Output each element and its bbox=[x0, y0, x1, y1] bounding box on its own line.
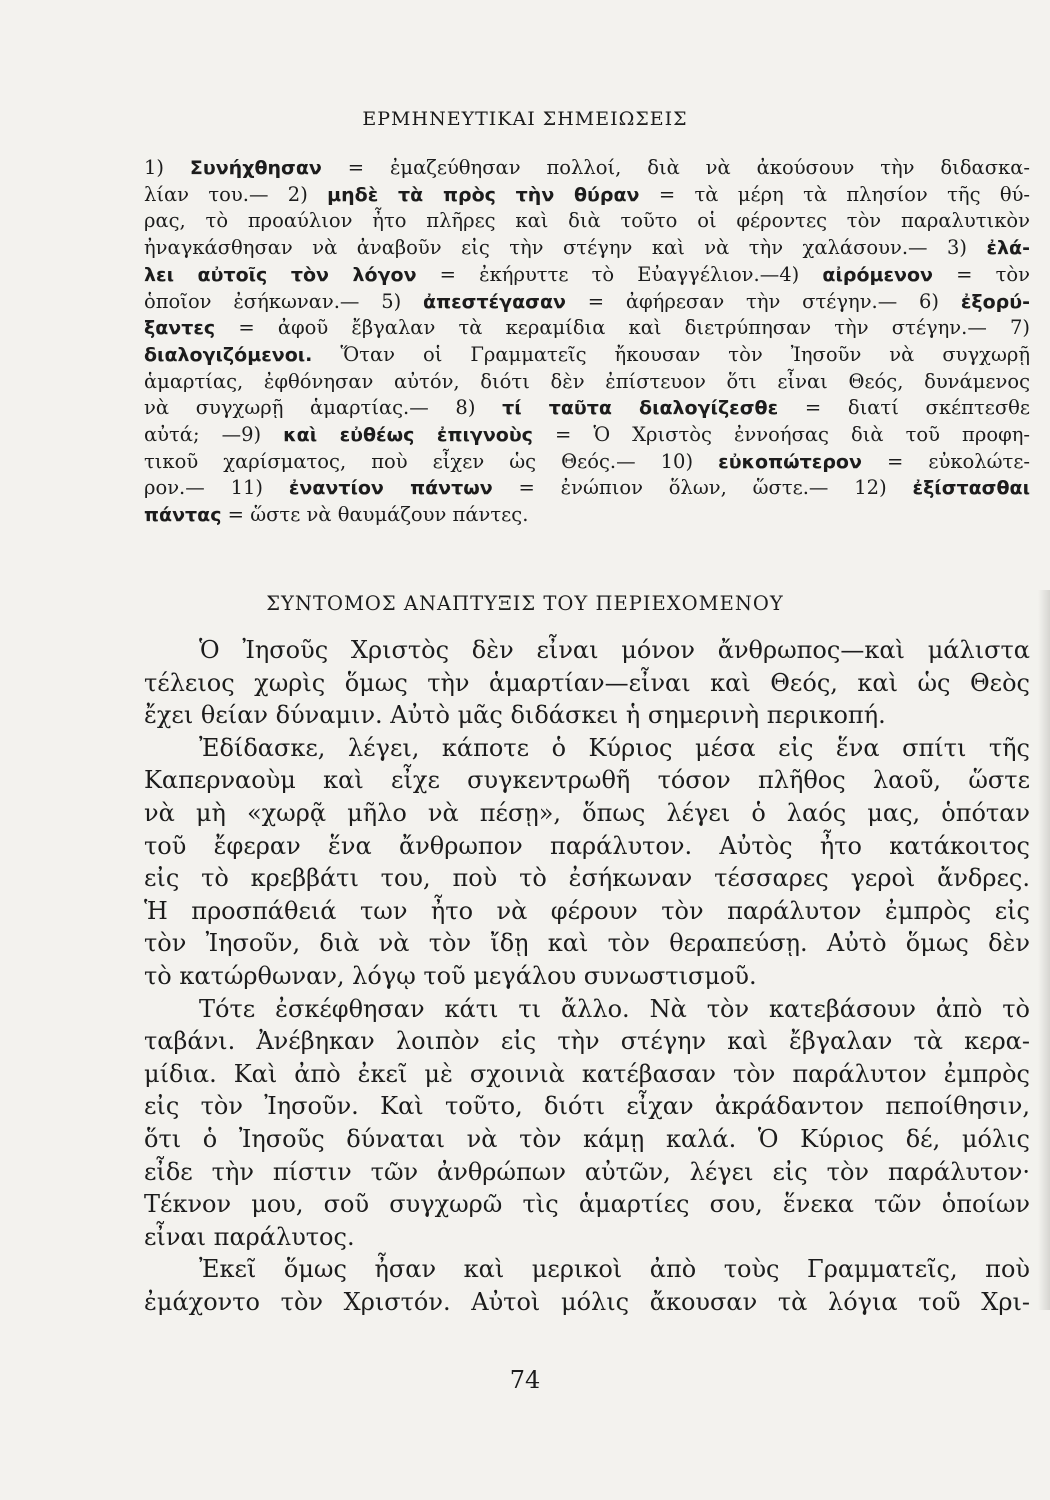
body-line: νὰ μὴ «χωρᾷ μῆλο νὰ πέσῃ», ὅπως λέγει ὁ λαός μας, ὁπόταν bbox=[144, 798, 1030, 827]
note-line bbox=[144, 422, 1030, 449]
page-edge-shadow bbox=[1038, 590, 1050, 1310]
note-text: = Ὁ Χριστὸς ἐννοήσας διὰ τοῦ προφη- bbox=[532, 423, 1030, 447]
note-text: = τὸν bbox=[933, 262, 1030, 286]
note-text: Ὅταν οἱ Γραμματεῖς ἤκουσαν τὸν Ἰησοῦν νὰ συγχωρῇ bbox=[312, 342, 1030, 366]
note-line bbox=[144, 262, 1030, 289]
note-lemma: αἰρόμενον bbox=[822, 263, 933, 286]
note-lemma: ἐξορύ- bbox=[960, 290, 1030, 313]
note-line bbox=[144, 395, 1030, 422]
body-line: μίδια. Καὶ ἀπὸ ἐκεῖ μὲ σχοινιὰ κατέβασαν τὸν παράλυτον ἐμπρὸς bbox=[144, 1059, 1030, 1088]
body-line: ἔχει θείαν δύναμιν. Αὐτὸ μᾶς διδάσκει ἡ σημερινὴ περικοπή. bbox=[144, 701, 886, 730]
note-lemma: ἐναντίον πάντων bbox=[288, 477, 493, 500]
section-title: ΣΥΝΤΟΜΟΣ ΑΝΑΠΤΥΞΙΣ ΤΟΥ ΠΕΡΙΕΧΟΜΕΝΟΥ bbox=[266, 592, 784, 615]
note-text: = ἐκήρυττε τὸ Εὐαγγέλιον.—4) bbox=[416, 262, 823, 286]
running-head: ΕΡΜΗΝΕΥΤΙΚΑΙ ΣΗΜΕΙΩΣΕΙΣ bbox=[362, 108, 688, 130]
note-line bbox=[144, 155, 1030, 182]
note-text: 1) bbox=[144, 156, 190, 179]
body-line: τέλειος χωρὶς ὅμως τὴν ἁμαρτίαν—εἶναι καὶ Θεός, καὶ ὡς Θεὸς bbox=[144, 668, 1030, 697]
body-line: εἶδε τὴν πίστιν τῶν ἀνθρώπων αὐτῶν, λέγει εἰς τὸν παράλυτον· bbox=[144, 1157, 1030, 1186]
note-text: ρον.— 11) bbox=[144, 476, 289, 500]
note-lemma: ξαντες bbox=[144, 317, 216, 340]
note-line bbox=[144, 449, 1030, 476]
note-line bbox=[144, 182, 1030, 209]
note-text: ἁμαρτίας, ἐφθόνησαν αὐτόν, διότι δὲν ἐπίστευον ὅτι εἶναι Θεός, δυνάμενος bbox=[144, 369, 1030, 393]
note-text: ἠναγκάσθησαν νὰ ἀναβοῦν εἰς τὴν στέγην καὶ νὰ τὴν χαλάσουν.— 3) bbox=[144, 236, 987, 260]
note-lemma: ἐξίστασθαι bbox=[912, 477, 1030, 500]
body-line: Ὁ Ἰησοῦς Χριστὸς δὲν εἶναι μόνον ἄνθρωπος—καὶ μάλιστα bbox=[199, 636, 1030, 664]
note-text: = ἀφοῦ ἔβγαλαν τὰ κεραμίδια καὶ διετρύπησαν τὴν στέγην.— 7) bbox=[215, 316, 1030, 340]
note-text: αὐτά; —9) bbox=[144, 423, 284, 447]
body-text bbox=[144, 634, 1030, 1318]
note-text: λίαν του.— 2) bbox=[144, 182, 328, 206]
note-line bbox=[144, 502, 1030, 529]
note-line bbox=[144, 342, 1030, 369]
body-line: ταβάνι. Ἀνέβηκαν λοιπὸν εἰς τὴν στέγην καὶ ἔβγαλαν τὰ κερα- bbox=[144, 1027, 1030, 1056]
note-lemma: καὶ εὐθέως ἐπιγνοὺς bbox=[283, 424, 533, 447]
note-line bbox=[144, 208, 1030, 235]
note-text: νὰ συγχωρῇ ἁμαρτίας.— 8) bbox=[144, 396, 503, 420]
body-line: Ἐκεῖ ὅμως ἦσαν καὶ μερικοὶ ἀπὸ τοὺς Γραμματεῖς, ποὺ bbox=[199, 1255, 1030, 1284]
body-line: εἰς τὸν Ἰησοῦν. Καὶ τοῦτο, διότι εἶχαν ἀκράδαντον πεποίθησιν, bbox=[144, 1092, 1030, 1121]
body-line: τὸν Ἰησοῦν, διὰ νὰ τὸν ἴδῃ καὶ τὸν θεραπεύσῃ. Αὐτὸ ὅμως δὲν bbox=[144, 929, 1030, 958]
body-line: εἰς τὸ κρεββάτι του, ποὺ τὸ ἐσήκωναν τέσσαρες γεροὶ ἄνδρες. bbox=[144, 864, 1030, 893]
note-text: = εὐκολώτε- bbox=[861, 449, 1031, 473]
note-lemma: ἐλά- bbox=[986, 237, 1030, 260]
note-text: = ἀφήρεσαν τὴν στέγην.— 6) bbox=[565, 289, 961, 313]
note-lemma: μηδὲ τὰ πρὸς τὴν θύραν bbox=[327, 183, 640, 206]
note-lemma: εὐκοπώτερον bbox=[718, 450, 862, 473]
body-line: Τότε ἐσκέφθησαν κάτι τι ἄλλο. Νὰ τὸν κατεβάσουν ἀπὸ τὸ bbox=[199, 994, 1030, 1023]
body-line: Ἐδίδασκε, λέγει, κάποτε ὁ Κύριος μέσα εἰς ἕνα σπίτι τῆς bbox=[199, 733, 1030, 762]
body-line: τοῦ ἔφεραν ἕνα ἄνθρωπον παράλυτον. Αὐτὸς ἦτο κατάκοιτος bbox=[144, 831, 1030, 860]
body-line: ὅτι ὁ Ἰησοῦς δύναται νὰ τὸν κάμῃ καλά. Ὁ Κύριος δέ, μόλις bbox=[144, 1124, 1030, 1153]
body-line: Τέκνον μου, σοῦ συγχωρῶ τὶς ἁμαρτίες σου, ἕνεκα τῶν ὁποίων bbox=[144, 1190, 1030, 1219]
note-text: ὁποῖον ἐσήκωναν.— 5) bbox=[144, 289, 424, 313]
note-line bbox=[144, 369, 1030, 396]
note-text: ρας, τὸ προαύλιον ἦτο πλῆρες καὶ διὰ τοῦτο οἱ φέροντες τὸν παραλυτικὸν bbox=[144, 209, 1030, 233]
note-text: τικοῦ χαρίσματος, ποὺ εἶχεν ὡς Θεός.— 10) bbox=[144, 449, 719, 473]
note-text: = ἐμαζεύθησαν πολλοί, διὰ νὰ ἀκούσουν τὴν διδασκα- bbox=[321, 156, 1030, 179]
body-line: εἶναι παράλυτος. bbox=[144, 1222, 355, 1251]
body-line: ἐμάχοντο τὸν Χριστόν. Αὐτοὶ μόλις ἄκουσαν τὰ λόγια τοῦ Χρι- bbox=[144, 1287, 1030, 1316]
note-line bbox=[144, 235, 1030, 262]
body-line: Ἡ προσπάθειά των ἦτο νὰ φέρουν τὸν παράλυτον ἐμπρὸς εἰς bbox=[144, 896, 1030, 925]
note-text: = τὰ μέρη τὰ πλησίον τῆς θύ- bbox=[639, 182, 1031, 206]
note-line bbox=[144, 315, 1030, 342]
note-lemma: Συνήχθησαν bbox=[189, 157, 322, 179]
note-text: = διατί σκέπτεσθε bbox=[778, 396, 1030, 420]
page-number: 74 bbox=[509, 1366, 541, 1394]
note-lemma: πάντας bbox=[144, 504, 222, 527]
body-line: Καπερναοὺμ καὶ εἶχε συγκεντρωθῆ τόσον πλῆθος λαοῦ, ὥστε bbox=[144, 766, 1030, 795]
note-line bbox=[144, 289, 1030, 316]
note-lemma: ἀπεστέγασαν bbox=[423, 290, 566, 313]
note-lemma: λει αὐτοῖς τὸν λόγον bbox=[144, 263, 417, 286]
explanatory-notes bbox=[144, 155, 1030, 529]
note-lemma: τί ταῦτα διαλογίζεσθε bbox=[502, 397, 779, 420]
note-line bbox=[144, 475, 1030, 502]
note-lemma: διαλογιζόμενοι. bbox=[144, 343, 313, 366]
body-line: τὸ κατώρθωναν, λόγῳ τοῦ μεγάλου συνωστισμοῦ. bbox=[144, 961, 757, 990]
note-text: = ἐνώπιον ὅλων, ὥστε.— 12) bbox=[492, 476, 913, 500]
note-text: = ὥστε νὰ θαυμάζουν πάντες. bbox=[221, 503, 529, 527]
